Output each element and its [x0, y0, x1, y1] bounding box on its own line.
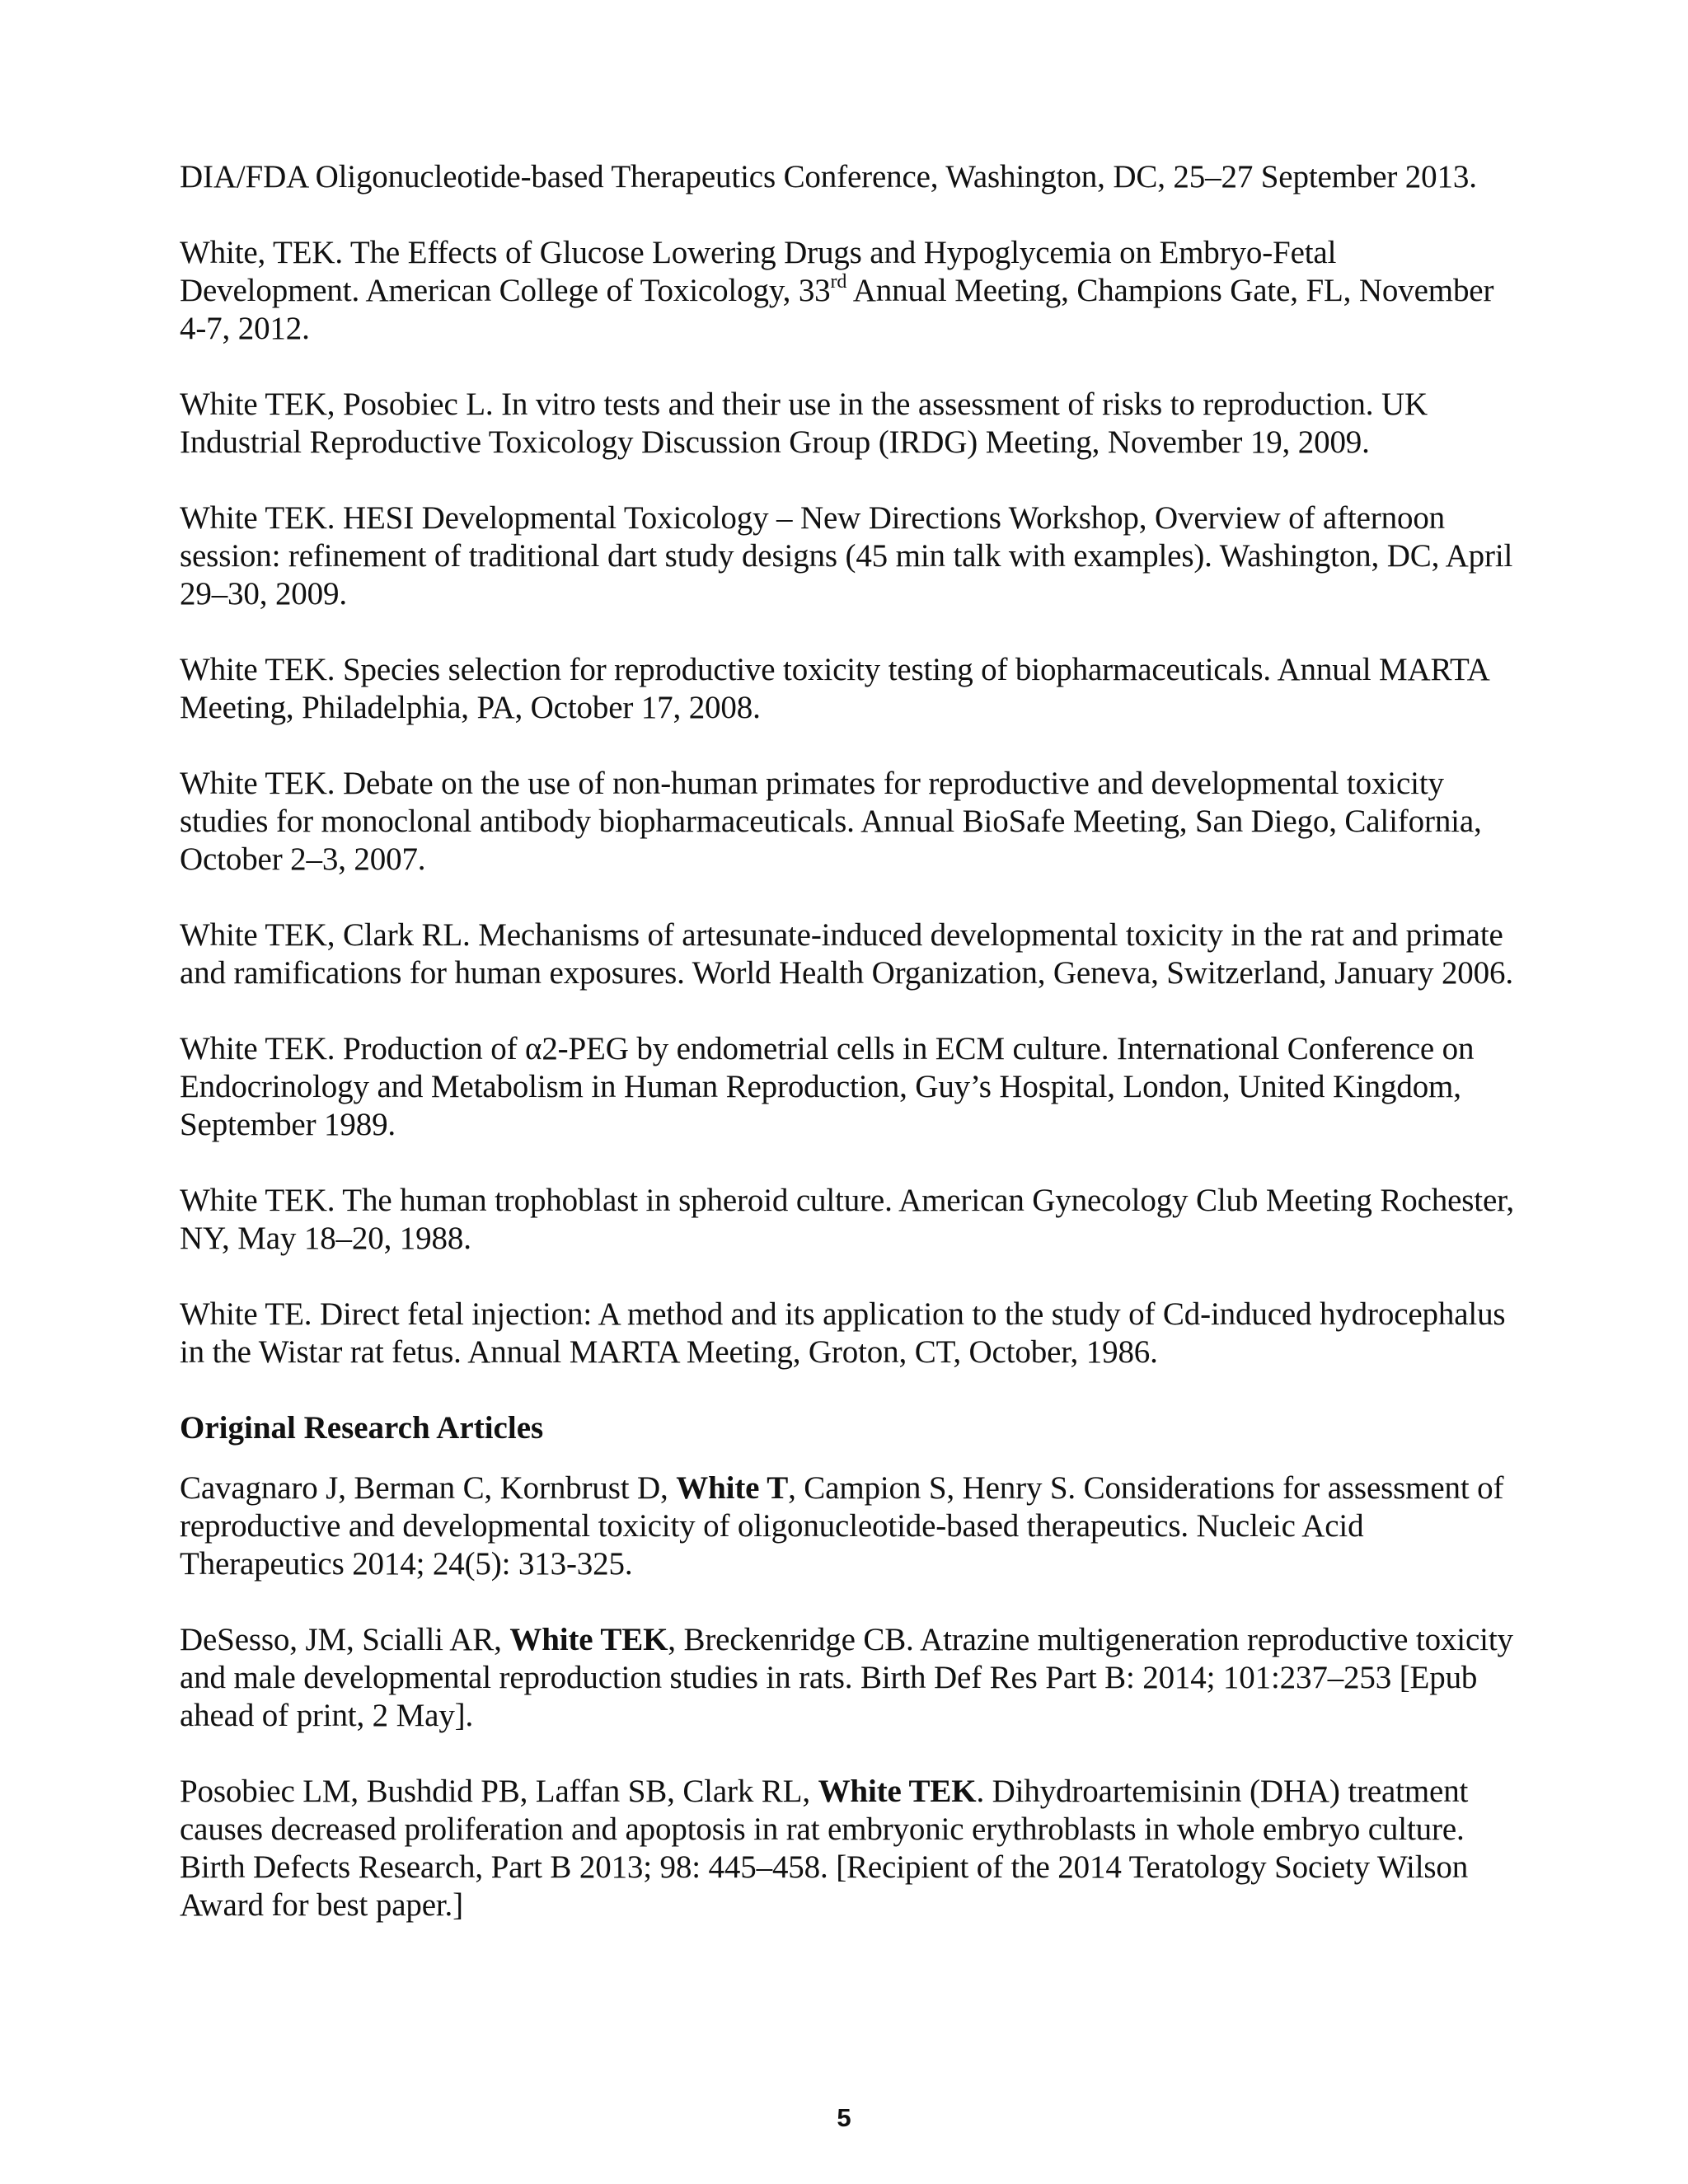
article-authors: DeSesso, JM, Scialli AR,	[180, 1622, 510, 1657]
presentation-text: White TEK. HESI Developmental Toxicology – New Directions Workshop, Overview of afternoon session: refinement of traditional dart study designs (45 min talk with examples). Washington, DC, April 29–30, 2009.	[180, 500, 1513, 612]
presentation-entry	[180, 1182, 1515, 1258]
presentation-text: White TE. Direct fetal injection: A method and its application to the study of Cd-induced hydrocephalus in the Wistar rat fetus. Annual MARTA Meeting, Groton, CT, October, 1986.	[180, 1296, 1506, 1370]
article-authors: Posobiec LM, Bushdid PB, Laffan SB, Clark RL,	[180, 1774, 818, 1809]
presentation-entry	[180, 1030, 1515, 1144]
presentation-text: White TEK. The human trophoblast in spheroid culture. American Gynecology Club Meeting Rochester, NY, May 18–20, 1988.	[180, 1183, 1514, 1256]
presentation-entry	[180, 499, 1515, 613]
highlighted-author: White TEK	[818, 1774, 977, 1809]
presentation-entry	[180, 386, 1515, 462]
section-heading-original-research-articles: Original Research Articles	[180, 1410, 544, 1446]
presentation-entry	[180, 916, 1515, 992]
article-entry	[180, 1469, 1515, 1583]
article-citation: . Dihydroartemisinin (DHA) treatment causes decreased proliferation and apoptosis in rat embryonic erythroblasts in whole embryo culture. Birth Defects Research, Part B 2013; 98: 445–458. [Recipient of the 2014 Teratology Society Wilson Award for best paper.]	[180, 1774, 1469, 1923]
article-entry	[180, 1773, 1515, 1924]
ordinal-superscript: rd	[830, 271, 847, 293]
presentation-text: White, TEK. The Effects of Glucose Lowering Drugs and Hypoglycemia on Embryo-Fetal Development. American College of Toxicology, 33	[180, 235, 1337, 308]
presentation-entry	[180, 765, 1515, 879]
highlighted-author: White TEK	[509, 1622, 668, 1657]
presentation-entry	[180, 234, 1515, 348]
article-authors: Cavagnaro J, Berman C, Kornbrust D,	[180, 1470, 677, 1506]
presentation-text: Annual Meeting, Champions Gate, FL, November 4-7, 2012.	[180, 273, 1494, 346]
page-content	[180, 158, 1515, 1962]
article-entry	[180, 1621, 1515, 1735]
presentation-text: White TEK, Posobiec L. In vitro tests and their use in the assessment of risks to reproduction. UK Industrial Reproductive Toxicology Discussion Group (IRDG) Meeting, November 19, 2009.	[180, 387, 1428, 460]
presentation-text: White TEK, Clark RL. Mechanisms of artesunate-induced developmental toxicity in the rat and primate and ramifications for human exposures. World Health Organization, Geneva, Switzerland, January 2006.	[180, 917, 1513, 991]
presentation-text: DIA/FDA Oligonucleotide-based Therapeutics Conference, Washington, DC, 25–27 September 2013.	[180, 159, 1477, 194]
presentation-entry	[180, 1296, 1515, 1371]
presentation-entry	[180, 651, 1515, 727]
presentation-text: White TEK. Production of α2-PEG by endometrial cells in ECM culture. International Conference on Endocrinology and Metabolism in Human Reproduction, Guy’s Hospital, London, United Kingdom, September 1989.	[180, 1031, 1475, 1142]
page-number: 5	[837, 2103, 851, 2132]
article-citation: , Breckenridge CB. Atrazine multigeneration reproductive toxicity and male developmental reproduction studies in rats. Birth Def Res Part B: 2014; 101:237–253 [Epub ahead of print, 2 May].	[180, 1622, 1513, 1733]
presentation-text: White TEK. Species selection for reproductive toxicity testing of biopharmaceuticals. Annual MARTA Meeting, Philadelphia, PA, October 17, 2008.	[180, 652, 1489, 725]
article-citation: , Campion S, Henry S. Considerations for assessment of reproductive and developmental toxicity of oligonucleotide-based therapeutics. Nucleic Acid Therapeutics 2014; 24(5): 313-325.	[180, 1470, 1504, 1582]
presentation-entry	[180, 158, 1515, 196]
highlighted-author: White T	[676, 1470, 789, 1506]
presentation-text: White TEK. Debate on the use of non-human primates for reproductive and developmental toxicity studies for monoclonal antibody biopharmaceuticals. Annual BioSafe Meeting, San Diego, California, October 2–3, 2007.	[180, 766, 1482, 877]
